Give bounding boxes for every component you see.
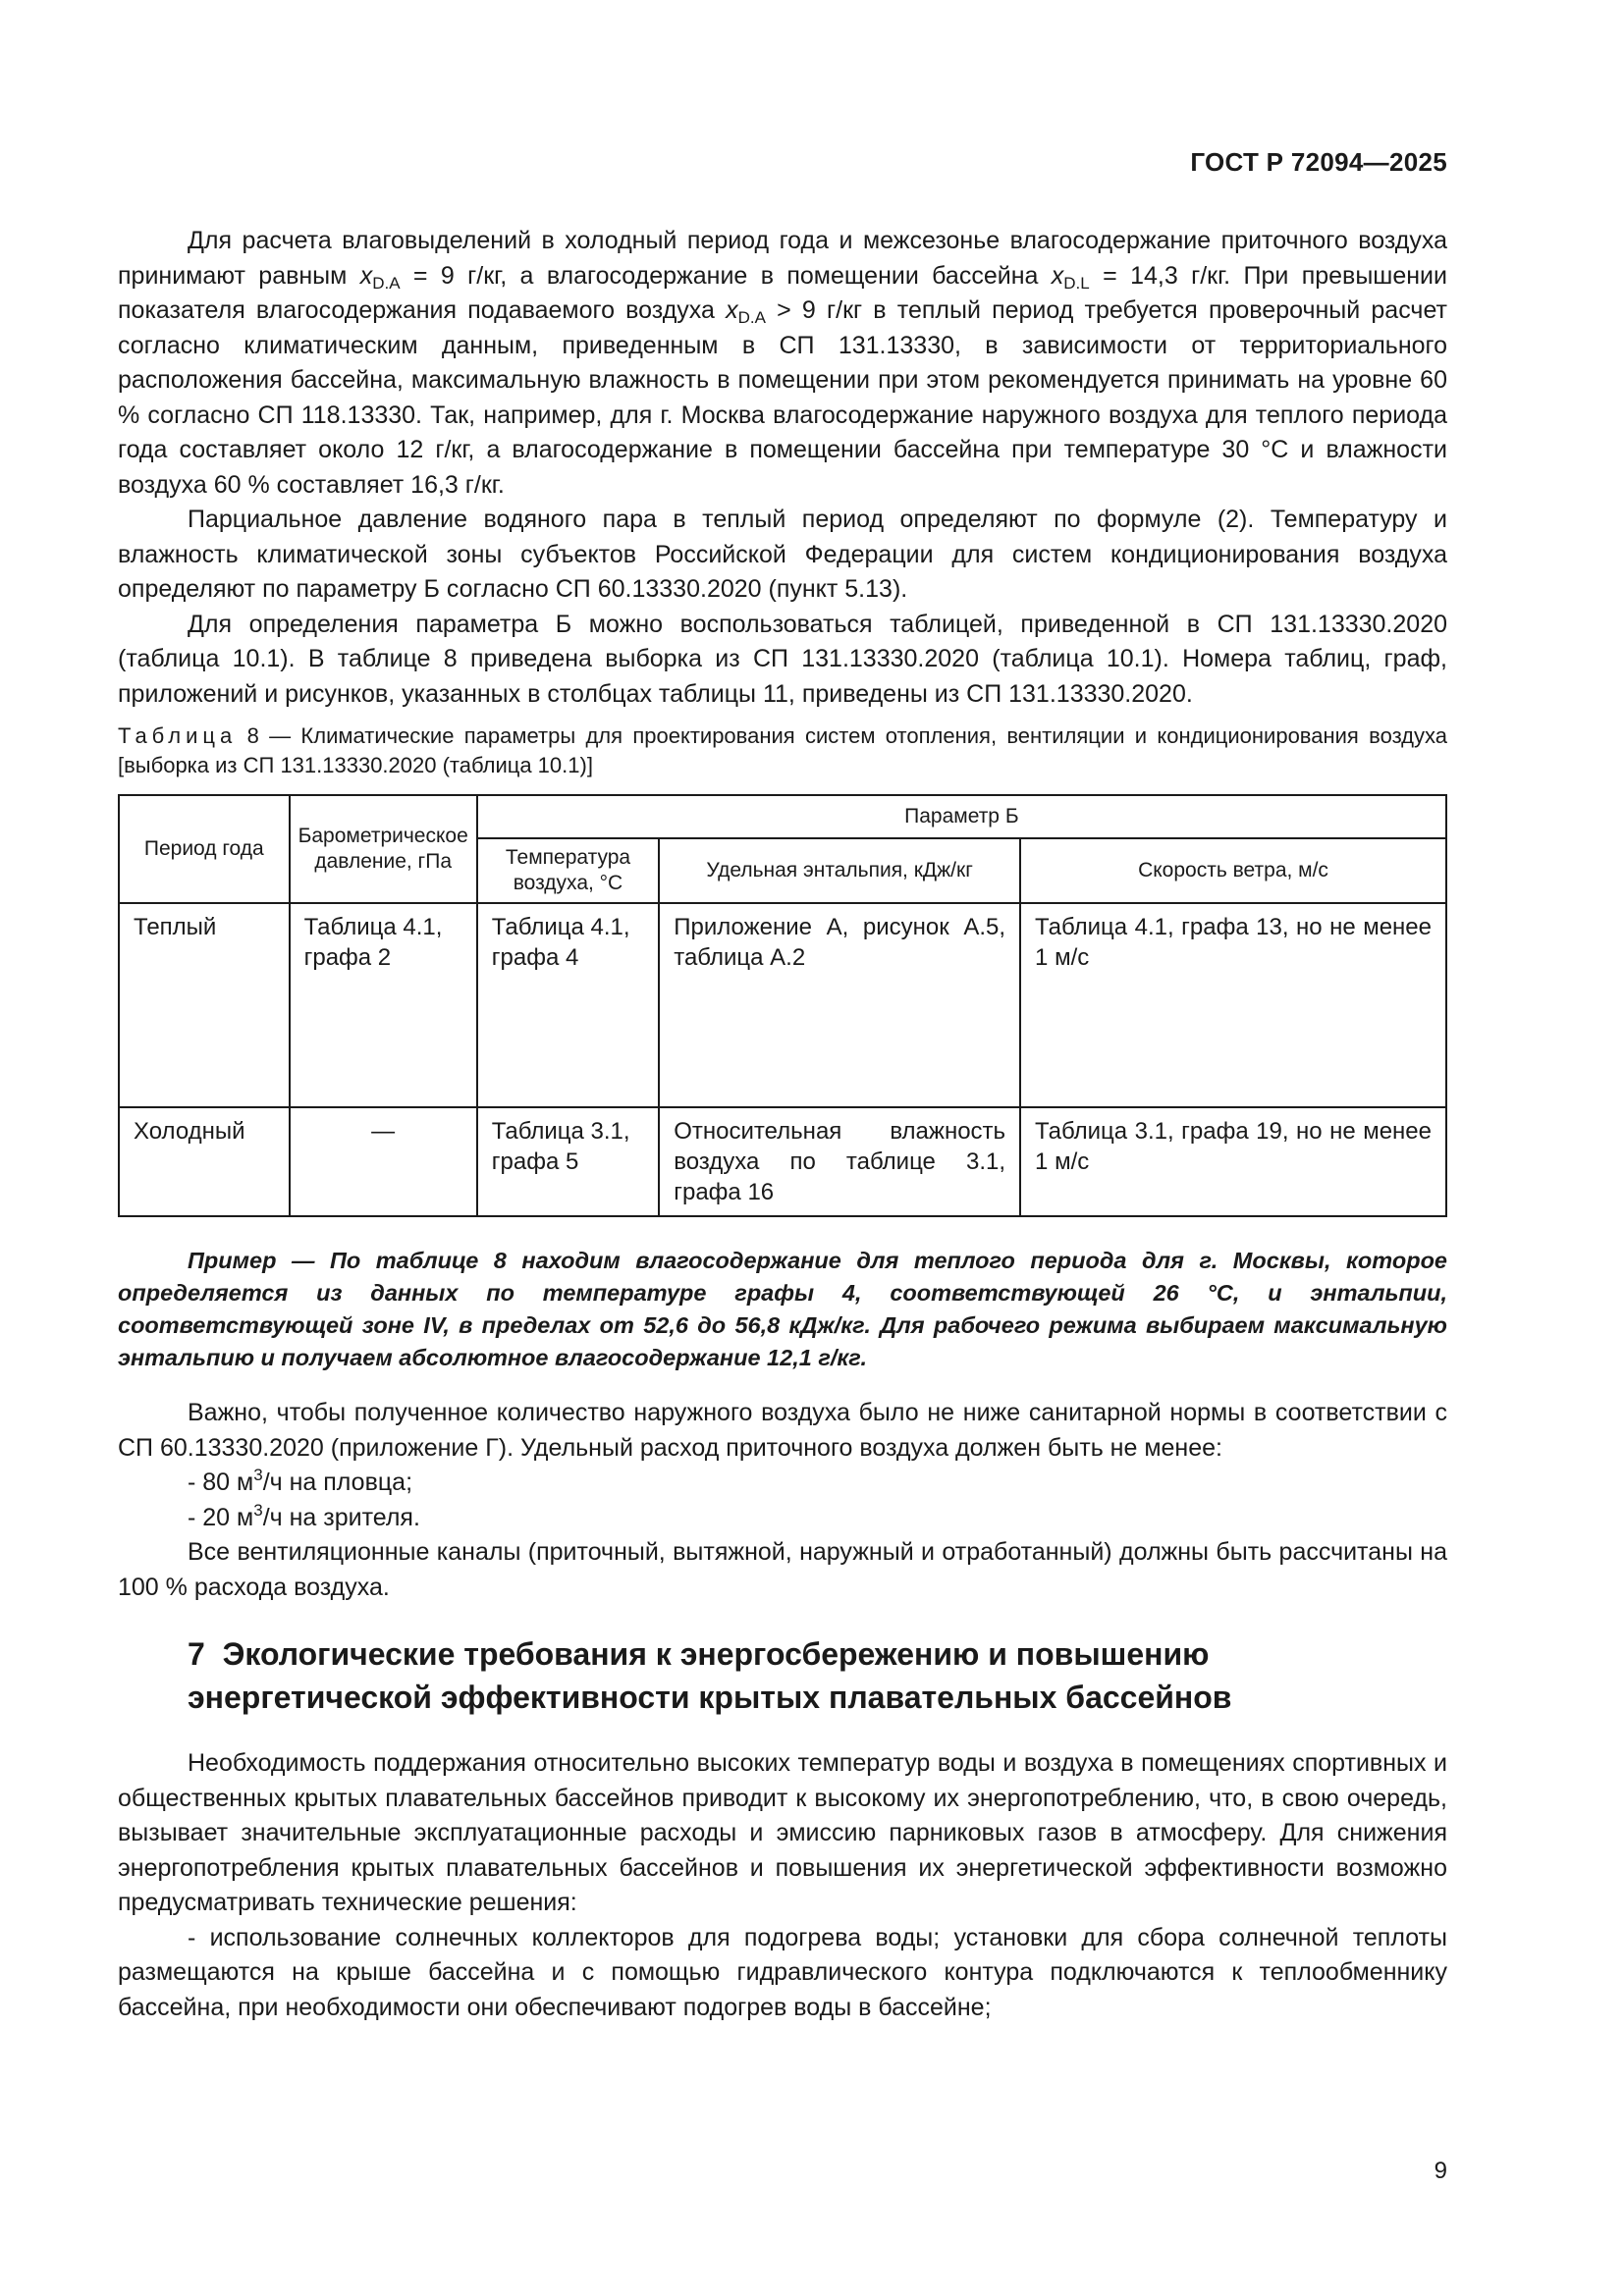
subscript: D.A [372,273,401,293]
cell-enthalpy: Относительная влажность воздуха по таблице 3.1, графа 16 [659,1107,1020,1216]
table-caption-text: 8 — Климатические параметры для проектирования систем отопления, вентиляции и кондиционирования воздуха [выборка из СП 131.13330.2020 (таблица 10.1)] [118,723,1447,777]
list-item-swimmer [118,1466,1447,1501]
document-body [118,224,1447,2025]
cell-temperature: Таблица 3.1, графа 5 [477,1107,659,1216]
header-wind: Скорость ветра, м/с [1020,838,1446,903]
text-fragment: = 9 г/кг, а влагосодержание в помещении бассейна [400,261,1052,290]
subscript: D.A [737,308,766,327]
paragraph-ventilation-norm: Важно, чтобы полученное количество наружного воздуха было не ниже санитарной нормы в соответствии с СП 60.13330.2020 (приложение Г). Удельный расход приточного воздуха должен быть не менее: [118,1399,1447,1462]
header-temperature: Температура воздуха, °С [477,838,659,903]
text-fragment: /ч на зрителя. [262,1503,420,1531]
cell-wind: Таблица 3.1, графа 19, но не менее 1 м/с [1020,1107,1446,1216]
variable-x: x [1051,261,1064,290]
cell-wind: Таблица 4.1, графа 13, но не менее 1 м/с [1020,903,1446,1107]
table-caption [118,721,1447,780]
table-caption-label: Таблица [118,723,238,748]
text-fragment: Для расчета влаговыделений в холодный период года и межсезонье влагосодержание приточного воздуха принимают равным [118,227,1447,290]
section-title-line2: энергетической эффективности крытых плавательных бассейнов [188,1680,1232,1715]
cell-temperature: Таблица 4.1, графа 4 [477,903,659,1107]
superscript: 3 [253,1466,263,1484]
section-title-line1: Экологические требования к энергосбережению и повышению [222,1636,1210,1672]
header-parameter-b: Параметр Б [477,795,1446,838]
cell-period: Холодный [119,1107,290,1216]
header-enthalpy: Удельная энтальпия, кДж/кг [659,838,1020,903]
example-note: Пример — По таблице 8 находим влагосодержание для теплого периода для г. Москвы, которое определяется из данных по температуре графы 4, соответствующей 26 °С, и энтальпии, соответствующей зоне IV, в пределах от 52,6 до 56,8 кДж/кг. Для рабочего режима выбираем максимальную энтальпию и получаем абсолютное влагосодержание 12,1 г/кг. [118,1248,1447,1370]
header-period: Период года [119,795,290,903]
header-pressure: Барометрическое давление, гПа [290,795,477,903]
paragraph-energy-consumption: Необходимость поддержания относительно высоких температур воды и воздуха в помещениях спортивных и общественных крытых плавательных бассейнов приводит к высокому их энергопотреблению, что, в свою очередь, вызывает значительные эксплуатационные расходы и эмиссию парниковых газов в атмосферу. Для снижения энергопотребления крытых плавательных бассейнов и повышения их энергетической эффективности возможно предусматривать технические решения: [118,1749,1447,1916]
table-row-warm [119,903,1446,1107]
cell-pressure: Таблица 4.1, графа 2 [290,903,477,1107]
page-number: 9 [1434,2158,1447,2184]
table-row-cold [119,1107,1446,1216]
section-number: 7 [188,1636,205,1672]
paragraph-moisture-content [118,224,1447,503]
section-7-heading [188,1632,1447,1719]
superscript: 3 [253,1500,263,1520]
cell-period: Теплый [119,903,290,1107]
variable-x: x [726,296,738,324]
document-number-header: ГОСТ Р 72094—2025 [1190,147,1447,177]
subscript: D.L [1063,273,1090,293]
list-item-solar-collectors: - использование солнечных коллекторов для подогрева воды; установки для сбора солнечной теплоты размещаются на крыше бассейна и с помощью гидравлического контура подключаются к теплообменнику бассейна, при необходимости они обеспечивают подогрев воды в бассейне; [118,1923,1447,2021]
paragraph-ventilation-channels: Все вентиляционные каналы (приточный, вытяжной, наружный и отработанный) должны быть рассчитаны на 100 % расхода воздуха. [118,1538,1447,1601]
text-fragment: > 9 г/кг в теплый период требуется проверочный расчет согласно климатическим данным, приведенным в СП 131.13330, в зависимости от территориального расположения бассейна, максимальную влажность в помещении при этом рекомендуется принимать на уровне 60 % согласно СП 118.13330. Так, например, для г. Москва влагосодержание наружного воздуха для теплого периода года составляет около 12 г/кг, а влагосодержание в помещении бассейна при температуре 30 °С и влажности воздуха 60 % составляет 16,3 г/кг. [118,296,1447,499]
list-item-spectator [118,1501,1447,1536]
cell-enthalpy: Приложение А, рисунок А.5, таблица А.2 [659,903,1020,1107]
variable-x: x [359,261,373,290]
text-fragment: - 80 м [188,1468,254,1496]
cell-pressure: — [290,1107,477,1216]
text-fragment: /ч на пловца; [262,1468,413,1496]
text-fragment: - 20 м [188,1503,254,1531]
text-fragment: = 14,3 г/кг. При превышении показателя влагосодержания подаваемого воздуха [118,261,1447,324]
paragraph-partial-pressure: Парциальное давление водяного пара в теплый период определяют по формуле (2). Температуру и влажность климатической зоны субъектов Российской Федерации для систем кондиционирования воздуха определяют по параметру Б согласно СП 60.13330.2020 (пункт 5.13). [118,506,1447,603]
paragraph-parameter-b: Для определения параметра Б можно воспользоваться таблицей, приведенной в СП 131.13330.2020 (таблица 10.1). В таблице 8 приведена выборка из СП 131.13330.2020 (таблица 10.1). Номера таблиц, граф, приложений и рисунков, указанных в столбцах таблицы 11, приведены из СП 131.13330.2020. [118,610,1447,708]
climate-parameters-table [118,794,1447,1217]
